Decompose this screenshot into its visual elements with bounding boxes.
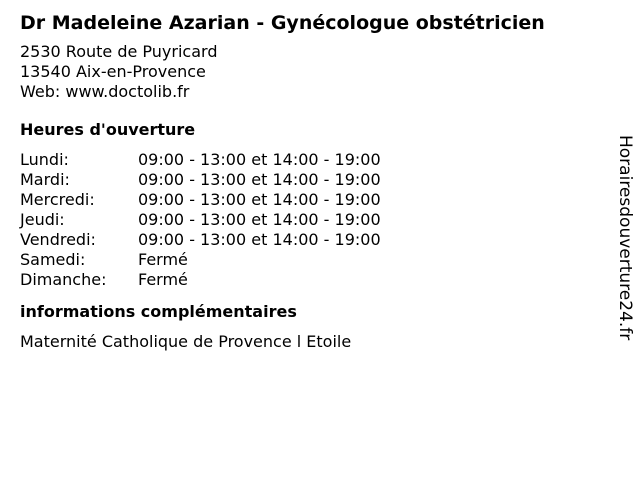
info-heading: informations complémentaires bbox=[20, 302, 297, 321]
address-web: Web: www.doctolib.fr bbox=[20, 82, 190, 101]
hours-time: 09:00 - 13:00 et 14:00 - 19:00 bbox=[138, 170, 381, 189]
address-street: 2530 Route de Puyricard bbox=[20, 42, 218, 61]
hours-day: Lundi: bbox=[20, 150, 69, 169]
hours-time: 09:00 - 13:00 et 14:00 - 19:00 bbox=[138, 150, 381, 169]
hours-row-sunday bbox=[20, 270, 600, 290]
hours-heading: Heures d'ouverture bbox=[20, 120, 196, 139]
business-card bbox=[20, 10, 600, 352]
hours-row-friday bbox=[20, 230, 600, 250]
hours-table bbox=[20, 150, 600, 290]
hours-time: 09:00 - 13:00 et 14:00 - 19:00 bbox=[138, 230, 381, 249]
hours-time: Fermé bbox=[138, 270, 188, 289]
hours-time: 09:00 - 13:00 et 14:00 - 19:00 bbox=[138, 190, 381, 209]
hours-day: Jeudi: bbox=[20, 210, 65, 229]
address-city: 13540 Aix-en-Provence bbox=[20, 62, 206, 81]
hours-row-saturday bbox=[20, 250, 600, 270]
page-title: Dr Madeleine Azarian - Gynécologue obstétricien bbox=[20, 12, 545, 34]
info-text: Maternité Catholique de Provence l Etoile bbox=[20, 332, 352, 351]
hours-row-thursday bbox=[20, 210, 600, 230]
hours-day: Dimanche: bbox=[20, 270, 107, 289]
hours-row-tuesday bbox=[20, 170, 600, 190]
site-watermark: Horairesdouverture24.fr bbox=[615, 135, 635, 341]
hours-day: Mardi: bbox=[20, 170, 70, 189]
hours-day: Samedi: bbox=[20, 250, 86, 269]
address-block bbox=[20, 42, 600, 102]
hours-time: 09:00 - 13:00 et 14:00 - 19:00 bbox=[138, 210, 381, 229]
hours-row-monday bbox=[20, 150, 600, 170]
hours-row-wednesday bbox=[20, 190, 600, 210]
hours-time: Fermé bbox=[138, 250, 188, 269]
hours-day: Mercredi: bbox=[20, 190, 95, 209]
hours-day: Vendredi: bbox=[20, 230, 96, 249]
